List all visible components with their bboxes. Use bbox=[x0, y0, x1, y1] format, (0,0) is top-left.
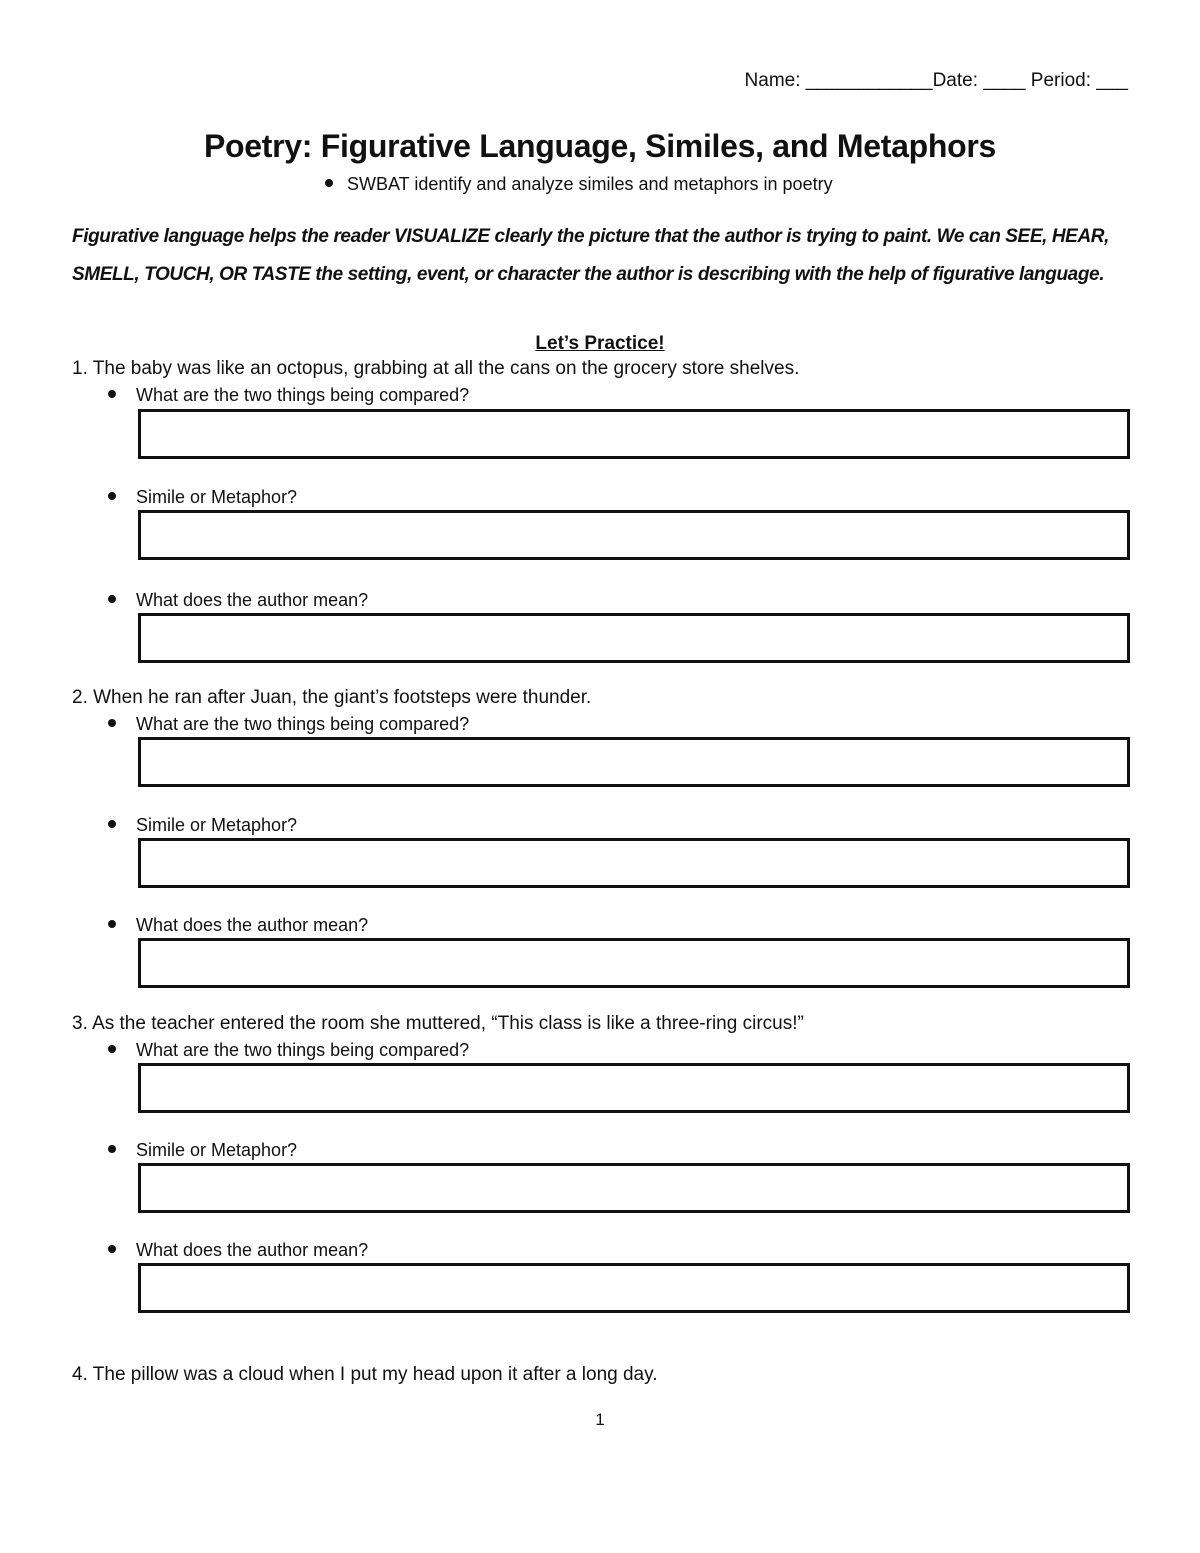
question-3-text: 3. As the teacher entered the room she muttered, “This class is like a three-ring circus!” bbox=[72, 1013, 804, 1034]
bullet-icon bbox=[108, 920, 116, 928]
question-3-answer-meaning[interactable] bbox=[138, 1263, 1130, 1313]
prompt-label: Simile or Metaphor? bbox=[136, 1140, 298, 1160]
question-2-answer-compared[interactable] bbox=[138, 737, 1130, 787]
question-1-prompt-type bbox=[108, 487, 297, 508]
prompt-label: What are the two things being compared? bbox=[136, 385, 470, 405]
bullet-icon bbox=[108, 1145, 116, 1153]
question-2-prompt-type bbox=[108, 815, 297, 836]
question-1-prompt-compared bbox=[108, 385, 469, 406]
prompt-label: Simile or Metaphor? bbox=[136, 815, 298, 835]
prompt-label: What does the author mean? bbox=[136, 915, 369, 935]
bullet-icon bbox=[325, 179, 333, 187]
objective-text: SWBAT identify and analyze similes and metaphors in poetry bbox=[347, 174, 833, 194]
prompt-label: What are the two things being compared? bbox=[136, 714, 470, 734]
prompt-label: What does the author mean? bbox=[136, 1240, 369, 1260]
prompt-label: What does the author mean? bbox=[136, 590, 369, 610]
practice-heading: Let’s Practice! bbox=[535, 333, 665, 354]
page-title: Poetry: Figurative Language, Similes, and Metaphors bbox=[204, 128, 996, 164]
name-date-period-line: Name: ____________Date: ____ Period: ___ bbox=[744, 70, 1128, 91]
question-3-prompt-meaning bbox=[108, 1240, 368, 1261]
bullet-icon bbox=[108, 1045, 116, 1053]
question-1-answer-type[interactable] bbox=[138, 510, 1130, 560]
bullet-icon bbox=[108, 1245, 116, 1253]
question-3-answer-type[interactable] bbox=[138, 1163, 1130, 1213]
question-2-text: 2. When he ran after Juan, the giant’s footsteps were thunder. bbox=[72, 687, 592, 708]
bullet-icon bbox=[108, 390, 116, 398]
prompt-label: What are the two things being compared? bbox=[136, 1040, 470, 1060]
question-1-text: 1. The baby was like an octopus, grabbing at all the cans on the grocery store shelves. bbox=[72, 358, 800, 379]
question-3-prompt-type bbox=[108, 1140, 297, 1161]
bullet-icon bbox=[108, 492, 116, 500]
question-2-answer-type[interactable] bbox=[138, 838, 1130, 888]
page-number: 1 bbox=[595, 1410, 605, 1429]
intro-paragraph: Figurative language helps the reader VISUALIZE clearly the picture that the author is trying to paint. We can SEE, HEAR, SMELL, TOUCH, OR TASTE the setting, event, or character the author is describing with the help of figurative language. bbox=[72, 226, 1109, 285]
question-1-answer-compared[interactable] bbox=[138, 409, 1130, 459]
question-1-answer-meaning[interactable] bbox=[138, 613, 1130, 663]
question-2-answer-meaning[interactable] bbox=[138, 938, 1130, 988]
question-1-prompt-meaning bbox=[108, 590, 368, 611]
question-3-prompt-compared bbox=[108, 1040, 469, 1061]
bullet-icon bbox=[108, 820, 116, 828]
question-2-prompt-meaning bbox=[108, 915, 368, 936]
bullet-icon bbox=[108, 719, 116, 727]
objective bbox=[325, 174, 833, 195]
prompt-label: Simile or Metaphor? bbox=[136, 487, 298, 507]
question-3-answer-compared[interactable] bbox=[138, 1063, 1130, 1113]
question-2-prompt-compared bbox=[108, 714, 469, 735]
question-4-text: 4. The pillow was a cloud when I put my head upon it after a long day. bbox=[72, 1364, 658, 1385]
bullet-icon bbox=[108, 595, 116, 603]
